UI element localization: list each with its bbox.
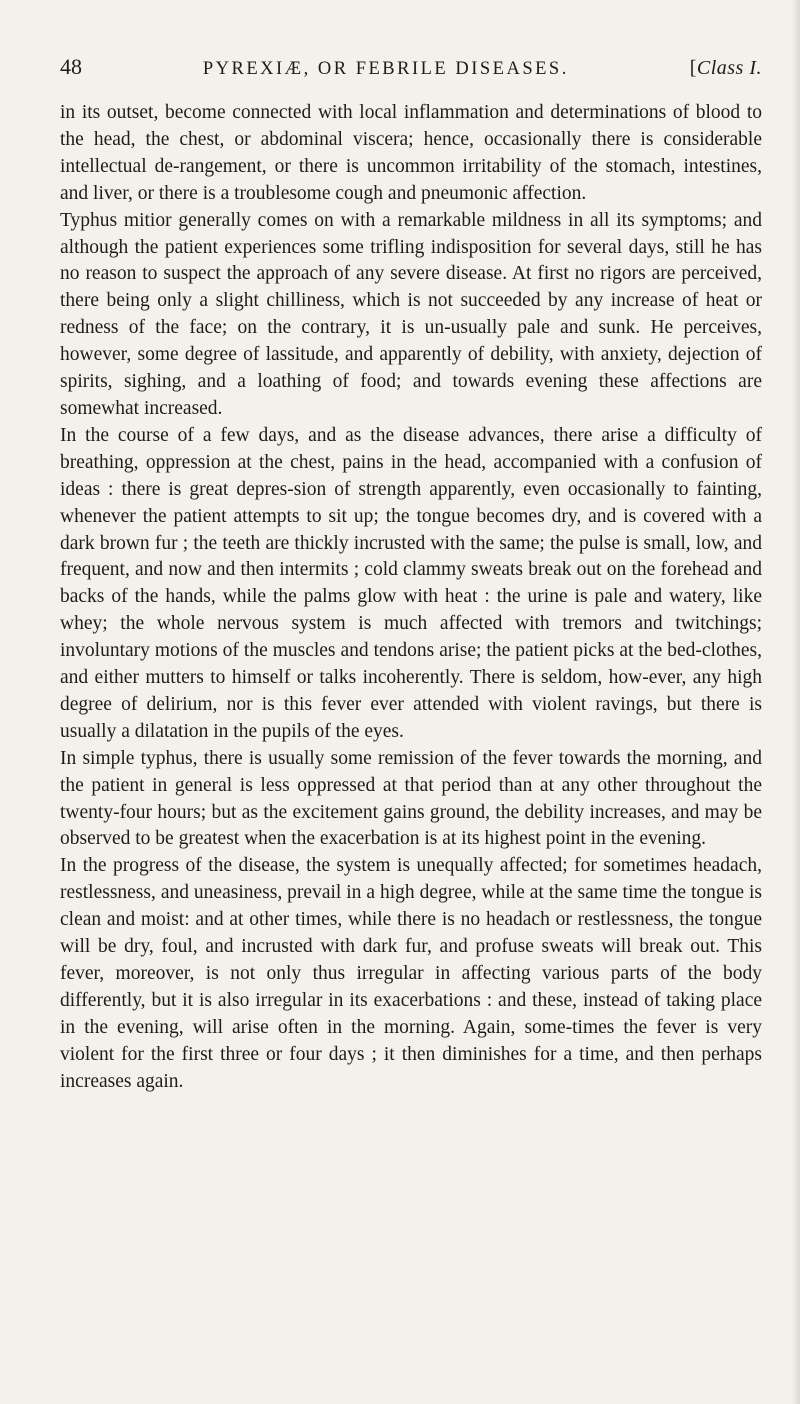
paragraph-continuation: in its outset, become connected with local inflammation and determinations of blood to the head, the chest, or abdominal viscera; hence, occasionally there is considerable intellectual de-rangement, or there is uncommon irritability of the stomach, intestines, and liver, or there is a troublesome cough and pneumonic affection. bbox=[60, 102, 762, 204]
page-edge-shadow bbox=[792, 0, 800, 1404]
paragraph-typhus-mitior-onset: Typhus mitior generally comes on with a remarkable mildness in all its symptoms; and although the patient experiences some trifling indisposition for several days, still he has no reason to suspect the approach of any severe disease. At first no rigors are perceived, there being only a slight chilliness, which is not succeeded by any increase of heat or redness of the face; on the contrary, it is un-usually pale and sunk. He perceives, however, some degree of lassitude, and apparently of debility, with anxiety, dejection of spirits, sighing, and a loathing of food; and towards evening these affections are somewhat increased. bbox=[60, 209, 762, 419]
paragraph-simple-typhus-remission: In simple typhus, there is usually some remission of the fever towards the morning, and the patient in general is less oppressed at that period than at any other throughout the twenty-four hours; but as the excitement gains ground, the debility increases, and may be observed to be greatest when the exacerbation is at its highest point in the evening. bbox=[60, 747, 762, 850]
running-title: PYREXIÆ, OR FEBRILE DISEASES. bbox=[202, 59, 569, 79]
class-label: Class I. bbox=[696, 57, 762, 79]
paragraph-disease-progress: In the progress of the disease, the system is unequally affected; for sometimes headach, restlessness, and uneasiness, prevail in a high degree, while at the same time the tongue is clean and moist: and at other times, while there is no headach or restlessness, the tongue will be dry, foul, and incrusted with dark fur, and profuse sweats will break out. This fever, moreover, is not only thus irregular in affecting various parts of the body differently, but it is also irregular in its exacerbations : and these, instead of taking place in the evening, will arise often in the morning. Again, some-times the fever is very violent for the first three or four days ; it then diminishes for a time, and then perhaps increases again. bbox=[60, 855, 762, 1092]
running-head bbox=[60, 54, 762, 80]
class-bracket: [ bbox=[689, 57, 697, 79]
paragraph-disease-advances: In the course of a few days, and as the disease advances, there arise a difficulty of breathing, oppression at the chest, pains in the head, accompanied with a confusion of ideas : there is great depres-sion of strength apparently, even occasionally to fainting, whenever the patient attempts to sit up; the tongue becomes dry, and is covered with a dark brown fur ; the teeth are thickly incrusted with the same; the pulse is small, low, and frequent, and now and then intermits ; cold clammy sweats break out on the forehead and backs of the hands, while the palms glow with heat : the urine is pale and watery, like whey; the whole nervous system is much affected with tremors and twitchings; involuntary motions of the muscles and tendons arise; the patient picks at the bed-clothes, and either mutters to himself or talks incoherently. There is seldom, how-ever, any high degree of delirium, nor is this fever ever attended with violent ravings, but there is usually a dilatation in the pupils of the eyes. bbox=[60, 424, 762, 742]
class-marker bbox=[690, 57, 762, 80]
page-number: 48 bbox=[60, 54, 82, 79]
body-text bbox=[60, 100, 762, 1096]
